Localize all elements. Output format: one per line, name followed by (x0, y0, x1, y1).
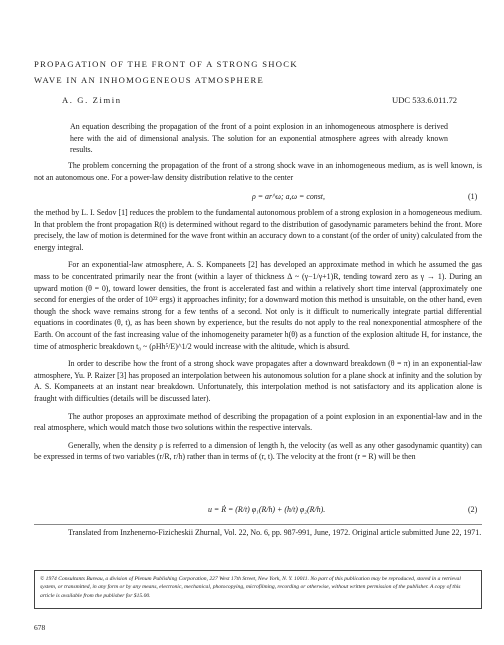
equation-1: ρ = ar^ω; a,ω = const, (252, 192, 325, 201)
author: A. G. Zimin (62, 95, 122, 105)
paragraph-3: For an exponential-law atmosphere, A. S. Kompaneets [2] has developed an approximate method in which he assumed the gas mass to be concentrated primarily near the front (within a layer of thickness Δ ~ (γ−1/γ+1)R, tending toward zero as γ → 1). During an upward motion (θ = 0), toward lower densities, the front is accelerated fast and within a relatively short time interval (approximately one second for energies of the order of 10²² ergs) it approaches infinity; for a downward motion this method is unsuitable, on the other hand, even though the shock wave remains strong for a few tenths of a second. Not only is it difficult to numerically integrate partial differential equations in coordinates (θ, t), as has been shown by experience, but the results do not apply to the real nonexponential atmosphere of the Earth. On account of the fast increasing value of the inhomogeneity parameter h(θ) as a function of the explosion altitude H, for instance, the time of atmospheric breakdown t₀ ~ (ρHh⁵/E)^1/2 would increase with the altitude, which is absurd. (34, 260, 482, 351)
udc-code: UDC 533.6.011.72 (392, 95, 458, 105)
paragraph-2: the method by L. I. Sedov [1] reduces the problem to the fundamental autonomous problem of a strong explosion in a homogeneous medium. In that problem the front propagation R(t) is determined without regard to the distribution of gasodynamic parameters behind the front. More precisely, the law of motion is determined for the wave front within an accuracy down to a constant (of the order of unity) calculated from the energy integral. (34, 208, 482, 252)
abstract: An equation describing the propagation of the front of a point explosion in an inhomogeneous atmosphere is derived here with the aid of dimensional analysis. The solution for an exponential atmosphere agrees with already known results. (70, 122, 448, 155)
paper-title (34, 56, 298, 88)
paragraph-1: The problem concerning the propagation of the front of a strong shock wave in an inhomogeneous medium, as is well known, is not an autonomous one. For a power-law density distribution relative to the center (34, 161, 482, 182)
body-part-1 (34, 160, 482, 183)
title-line-2: WAVE IN AN INHOMOGENEOUS ATMOSPHERE (34, 75, 265, 85)
paragraph-5: The author proposes an approximate method of describing the propagation of a point explosion in an exponential-law and in the real atmosphere, which would match those two solutions within the respective intervals. (34, 411, 482, 433)
footnote-divider (34, 524, 482, 525)
paragraph-6: Generally, when the density ρ is referred to a dimension of length h, the velocity (as well as any other gasodynamic quantity) can be expressed in terms of two variables (r/R, r/h) rather than in terms of (r, t). The velocity at the front (r = R) will be then (34, 440, 482, 462)
equation-2-number: (2) (468, 505, 478, 514)
copyright-notice: © 1974 Consultants Bureau, a division of Plenum Publishing Corporation, 227 West 17th Street, New York, N. Y. 10011. No part of this publication may be reproduced, stored in a retrieval system, or transmitted, in any form or by any means, electronic, mechanical, photocopying, microfilming, recording or otherwise, without written permission of the publisher. A copy of this article is available from the publisher for $15.00. (40, 576, 461, 599)
title-line-1: PROPAGATION OF THE FRONT OF A STRONG SHOCK (34, 59, 298, 69)
paragraph-4: In order to describe how the front of a strong shock wave propagates after a downward breakdown (θ = π) in an exponential-law atmosphere, Yu. P. Raizer [3] has proposed an interpolation between his autonomous solution for a plane shock at infinity and the solution by A. S. Kompaneets at an instant near breakdown. Unfortunately, this interpolation method is not satisfactory and its application alone is fraught with difficulties (details will be discussed later). (34, 359, 482, 403)
equation-1-number: (1) (468, 192, 478, 201)
translation-footnote: Translated from Inzhenerno-Fizicheskii Zhurnal, Vol. 22, No. 6, pp. 987-991, June, 1972. Original article submitted June 22, 1971. (68, 528, 482, 537)
equation-2: u = Ṙ = (R/t) φ₁(R/h) + (h/t) φ₂(R/h). (208, 505, 326, 514)
page-number: 678 (34, 623, 46, 632)
body-part-2 (34, 207, 482, 463)
